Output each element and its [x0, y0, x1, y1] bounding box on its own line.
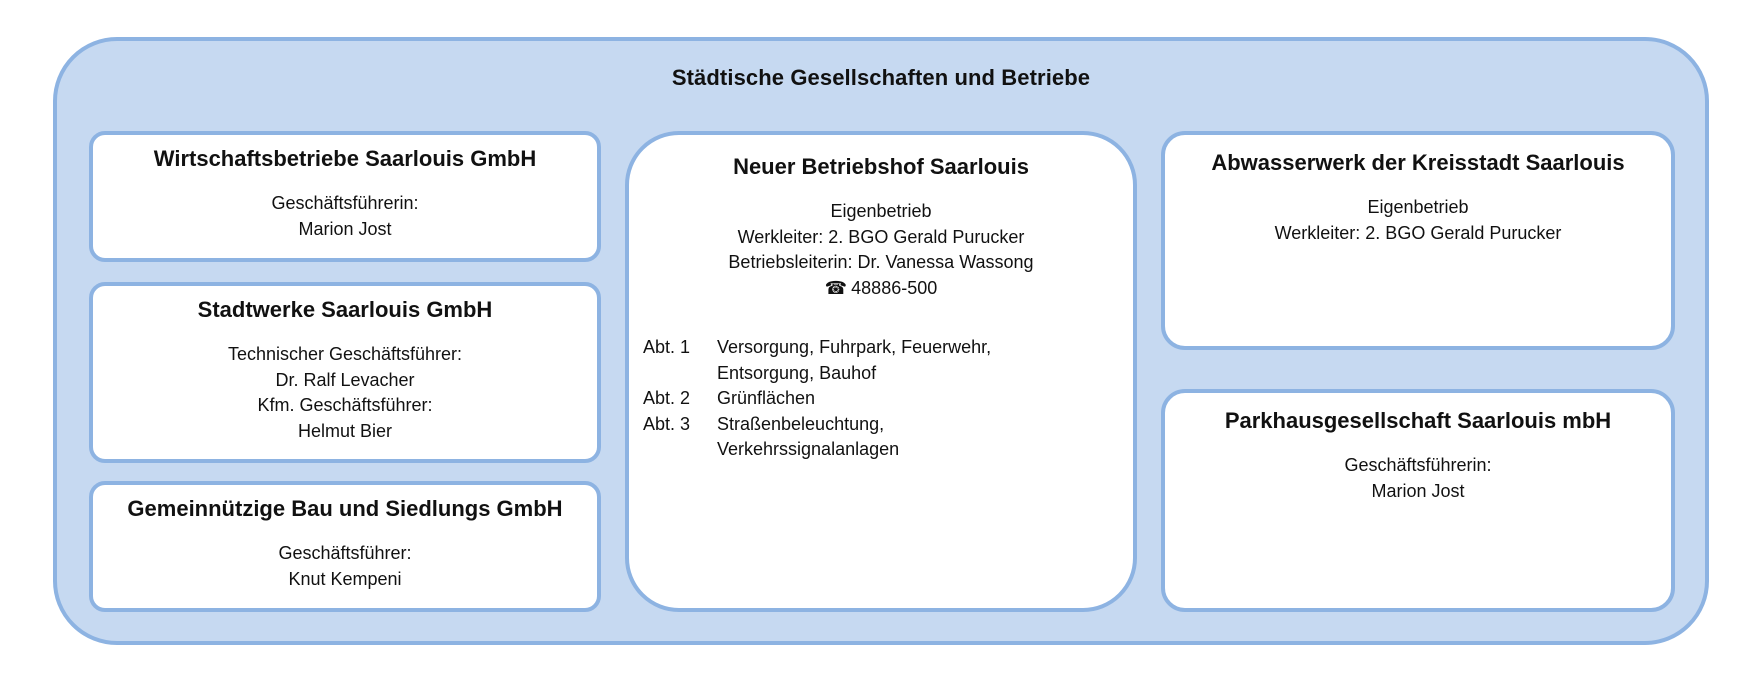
role-label: Geschäftsführerin: — [1344, 455, 1492, 475]
role-label: Technischer Geschäftsführer: — [227, 344, 463, 364]
werkleiter: Werkleiter: 2. BGO Gerald Purucker — [737, 226, 1025, 247]
box-title: Gemeinnützige Bau und Siedlungs GmbH — [127, 496, 563, 521]
type-label: Eigenbetrieb — [830, 201, 932, 221]
person-name: Knut Kempeni — [288, 568, 402, 589]
box-stadtwerke — [89, 282, 601, 463]
box-gbs — [89, 481, 601, 612]
phone-icon: ☎ — [824, 277, 848, 298]
role-label: Kfm. Geschäftsführer: — [257, 395, 433, 415]
person-name: Dr. Ralf Levacher — [275, 369, 415, 390]
box-title: Abwasserwerk der Kreisstadt Saarlouis — [1211, 150, 1625, 175]
betriebsleiterin: Betriebsleiterin: Dr. Vanessa Wassong — [728, 252, 1034, 272]
werkleiter: Werkleiter: 2. BGO Gerald Purucker — [1274, 222, 1562, 243]
department-row — [643, 335, 1133, 386]
department-number: Abt. 3 — [643, 413, 691, 434]
box-abwasserwerk — [1161, 131, 1675, 350]
department-row — [643, 386, 1133, 412]
box-betriebshof — [625, 131, 1137, 612]
box-title: Stadtwerke Saarlouis GmbH — [197, 297, 493, 322]
department-number: Abt. 2 — [643, 388, 691, 408]
diagram-title: Städtische Gesellschaften und Betriebe — [671, 65, 1091, 90]
person-name: Helmut Bier — [297, 420, 393, 441]
department-line: Versorgung, Fuhrpark, Feuerwehr, — [717, 337, 992, 357]
role-label: Geschäftsführer: — [278, 543, 412, 563]
department-line: Grünflächen — [717, 388, 816, 408]
box-title: Neuer Betriebshof Saarlouis — [733, 154, 1029, 179]
department-line: Entsorgung, Bauhof — [717, 362, 877, 383]
box-wirtschaftsbetriebe — [89, 131, 601, 262]
type-label: Eigenbetrieb — [1367, 197, 1469, 217]
phone-number: 48886-500 — [851, 277, 938, 298]
department-line: Straßenbeleuchtung, — [717, 413, 885, 434]
department-line: Verkehrssignalanlagen — [717, 439, 900, 459]
role-label: Geschäftsführerin: — [271, 193, 419, 213]
person-name: Marion Jost — [298, 218, 392, 239]
person-name: Marion Jost — [1371, 480, 1465, 501]
box-title: Parkhausgesellschaft Saarlouis mbH — [1224, 408, 1612, 433]
department-number: Abt. 1 — [643, 337, 691, 357]
department-row — [643, 412, 1133, 463]
box-parkhaus — [1161, 389, 1675, 612]
phone-line — [629, 276, 1133, 302]
box-title: Wirtschaftsbetriebe Saarlouis GmbH — [153, 146, 537, 171]
department-list — [629, 335, 1133, 463]
